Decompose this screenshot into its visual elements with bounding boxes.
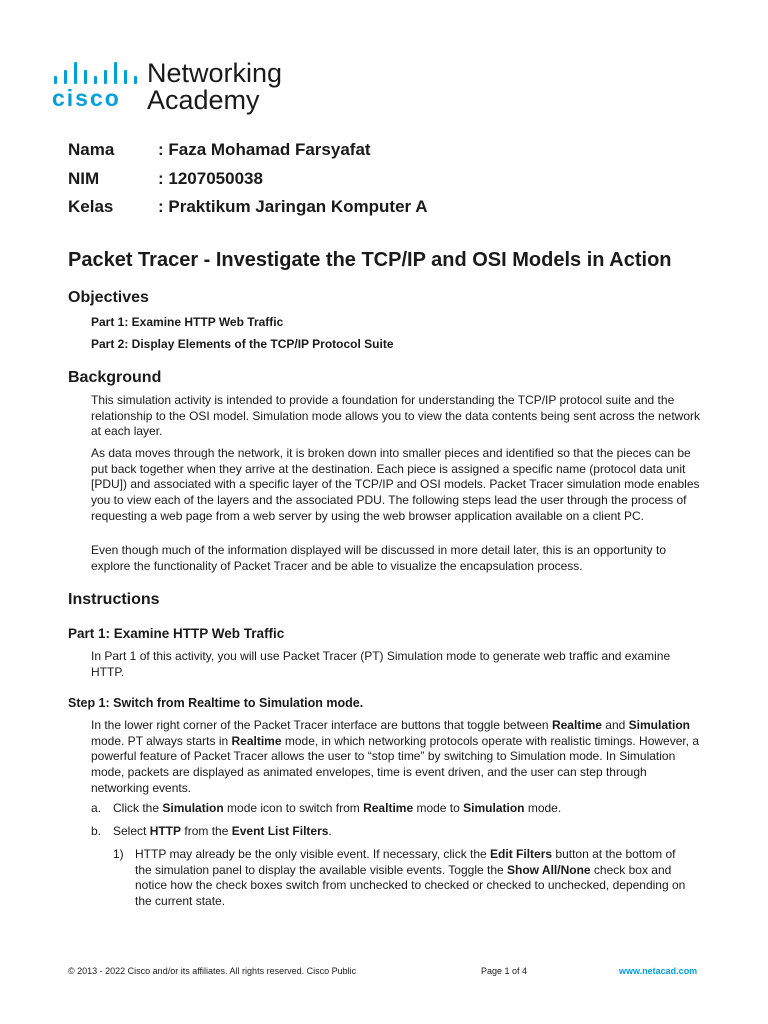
background-heading: Background xyxy=(68,369,162,386)
cisco-bars-icon xyxy=(54,62,142,84)
footer-copyright: © 2013 - 2022 Cisco and/or its affiliates. All rights reserved. Cisco Public xyxy=(68,966,357,976)
netacad-logo xyxy=(52,58,312,118)
cisco-wordmark: cisco xyxy=(52,85,121,111)
part1-heading: Part 1: Examine HTTP Web Traffic xyxy=(68,626,285,641)
instructions-heading: Instructions xyxy=(68,591,160,608)
class-value: : Praktikum Jaringan Komputer A xyxy=(158,197,428,216)
name-label: Nama xyxy=(68,140,115,159)
document-title: Packet Tracer - Investigate the TCP/IP and OSI Models in Action xyxy=(68,249,672,271)
objective-item: Part 1: Examine HTTP Web Traffic xyxy=(91,315,284,329)
footer-link[interactable]: www.netacad.com xyxy=(619,966,698,976)
nim-value: : 1207050038 xyxy=(158,169,263,188)
background-paragraph-2: As data moves through the network, it is broken down into smaller pieces and identified so that the pieces can be put back together when they arrive at the destination. Each piece is assigned a specific name (protocol data unit [PDU]) and associated with a specific layer of the TCP/IP and OSI models. Packet Tracer simulation mode enables you to view each of the layers and the associated PDU. The following steps lead the user through the process of requesting a web page from a web server by using the web browser application available on a client PC. xyxy=(91,446,700,523)
objective-item: Part 2: Display Elements of the TCP/IP Protocol Suite xyxy=(91,337,394,351)
nim-label: NIM xyxy=(68,169,100,188)
list-marker-a: a. xyxy=(91,801,102,815)
list-marker-1: 1) xyxy=(113,847,124,861)
objectives-heading: Objectives xyxy=(68,289,149,306)
logo-title-academy: Academy xyxy=(147,85,260,115)
list-marker-b: b. xyxy=(91,824,102,838)
step1-heading: Step 1: Switch from Realtime to Simulation mode. xyxy=(68,696,364,710)
part1-intro: In Part 1 of this activity, you will use Packet Tracer (PT) Simulation mode to generate web traffic and examine HTTP. xyxy=(91,649,671,679)
footer-page-number: Page 1 of 4 xyxy=(481,966,528,976)
logo-title-networking: Networking xyxy=(147,58,283,88)
name-value: : Faza Mohamad Farsyafat xyxy=(158,140,371,159)
step-subitem-1: HTTP may already be the only visible event. If necessary, click the Edit Filters button at the bottom of the simulation panel to display the available visible events. Toggle the Show All/None check box and notice how the check boxes switch from unchecked to checked or checked to unchecked, depending on the current state. xyxy=(135,847,686,909)
background-paragraph-3: Even though much of the information displayed will be discussed in more detail later, this is an opportunity to explore the functionality of Packet Tracer and be able to visualize the encapsulation process. xyxy=(91,543,666,573)
class-label: Kelas xyxy=(68,197,114,216)
background-paragraph-1: This simulation activity is intended to provide a foundation for understanding the TCP/IP protocol suite and the relationship to the OSI model. Simulation mode allows you to view the data contents being sent across the network at each layer. xyxy=(91,393,700,439)
step1-paragraph: In the lower right corner of the Packet Tracer interface are buttons that toggle between Realtime and Simulation mode. PT always starts in Realtime mode, in which networking protocols operate with realistic timings. However, a powerful feature of Packet Tracer allows the user to “stop time” by switching to Simulation mode. In Simulation mode, packets are displayed as animated envelopes, time is event driven, and the user can step through networking events. xyxy=(91,718,700,795)
step-item-a: Click the Simulation mode icon to switch from Realtime mode to Simulation mode. xyxy=(113,801,562,815)
step-item-b: Select HTTP from the Event List Filters. xyxy=(113,824,332,838)
